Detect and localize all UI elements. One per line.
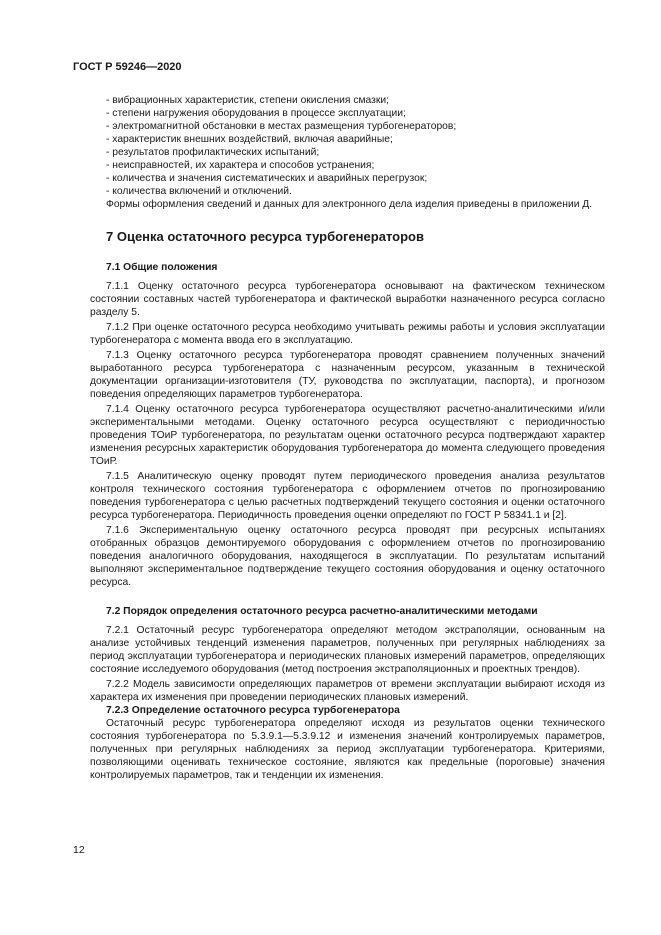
list-item: - количества включений и отключений.	[106, 186, 292, 197]
bullet-list	[90, 94, 605, 198]
list-item: - результатов профилактических испытаний;	[106, 147, 320, 158]
standard-header: ГОСТ Р 59246—2020	[73, 61, 182, 73]
paragraph-7-1-3: 7.1.3 Оценку остаточного ресурса турбогенератора проводят сравнением полученных значений выработанного ресурса турбогенератора с назначенным ресурсом, указанным в технической документации организации-изготовителя (ТУ, руководства по эксплуатации, паспорта), и прогнозом поведения определяющих параметров турбогенератора.	[90, 350, 605, 400]
paragraph-7-2-1: 7.2.1 Остаточный ресурс турбогенератора определяют методом экстраполяции, основанным на анализе устойчивых тенденций изменения параметров, полученных при регулярных наблюдениях за период эксплуатации турбогенератора и периодических плановых измерений параметров, определяющих состояние исследуемого оборудования (метод построения экстраполяционных и проектных трендов).	[90, 625, 605, 675]
paragraph-7-2-2: 7.2.2 Модель зависимости определяющих параметров от времени эксплуатации выбирают исходя из характера их изменения при проведении периодических плановых измерений.	[90, 679, 605, 703]
forms-note: Формы оформления сведений и данных для электронного дела изделия приведены в приложении Д.	[106, 199, 593, 210]
paragraph-7-1-6: 7.1.6 Экспериментальную оценку остаточного ресурса проводят при ресурсных испытаниях отобранных образцов демонтируемого оборудования с оформлением отчетов по прогнозированию поведения аналогичного оборудования, находящегося в эксплуатации. По результатам испытаний выполняют экспериментальное подтверждение текущего состояния оборудования и оценку остаточного ресурса.	[90, 525, 605, 588]
paragraph-7-1-5: 7.1.5 Аналитическую оценку проводят путем периодического проведения анализа результатов контроля технического состояния турбогенератора с оформлением отчетов по прогнозированию поведения турбогенератора с целью расчетных подтверждений текущего состояния и оценки остаточного ресурса турбогенератора. Периодичность проведения оценки определяют по ГОСТ Р 58341.1 и [2].	[90, 471, 605, 521]
section-7-2-3-title: 7.2.3 Определение остаточного ресурса турбогенератора	[106, 705, 400, 716]
list-item: - вибрационных характеристик, степени окисления смазки;	[106, 95, 389, 106]
section-7-title: 7 Оценка остаточного ресурса турбогенераторов	[106, 229, 424, 244]
page-number: 12	[73, 844, 85, 856]
list-item: - характеристик внешних воздействий, включая аварийные;	[106, 134, 393, 145]
section-7-2-title: 7.2 Порядок определения остаточного ресурса расчетно-аналитическими методами	[106, 606, 538, 617]
paragraph-7-1-1: 7.1.1 Оценку остаточного ресурса турбогенератора основывают на фактическом техническом состоянии составных частей турбогенератора и фактической выработки назначенного ресурса согласно разделу 5.	[90, 281, 605, 318]
paragraph-7-1-4: 7.1.4 Оценку остаточного ресурса турбогенератора осуществляют расчетно-аналитическими и/или экспериментальными методами. Оценку остаточного ресурса осуществляют с периодичностью проведения ТОиР турбогенератора, по результатам оценки остаточного ресурса подтверждают характер изменения ресурсных характеристик оборудования турбогенератора до момента следующего проведения ТОиР.	[90, 404, 605, 467]
list-item: - электромагнитной обстановки в местах размещения турбогенераторов;	[106, 121, 457, 132]
list-item: - неисправностей, их характера и способов устранения;	[106, 160, 375, 171]
paragraph-7-2-3: Остаточный ресурс турбогенератора определяют исходя из результатов оценки технического состояния турбогенератора по 5.3.9.1—5.3.9.12 и изменения значений контролируемых параметров, полученных при регулярных наблюдениях за период эксплуатации турбогенератора. Критериями, позволяющими оценивать техническое состояние, являются как предельные (пороговые) значения контролируемых параметров, так и тенденции их изменения.	[90, 718, 605, 781]
section-7-1-title: 7.1 Общие положения	[106, 262, 218, 273]
page-content	[90, 94, 605, 782]
paragraph-7-1-2: 7.1.2 При оценке остаточного ресурса необходимо учитывать режимы работы и условия эксплуатации турбогенератора с момента ввода его в эксплуатацию.	[90, 322, 605, 346]
list-item: - степени нагружения оборудования в процессе эксплуатации;	[106, 108, 406, 119]
list-item: - количества и значения систематических и аварийных перегрузок;	[106, 173, 428, 184]
